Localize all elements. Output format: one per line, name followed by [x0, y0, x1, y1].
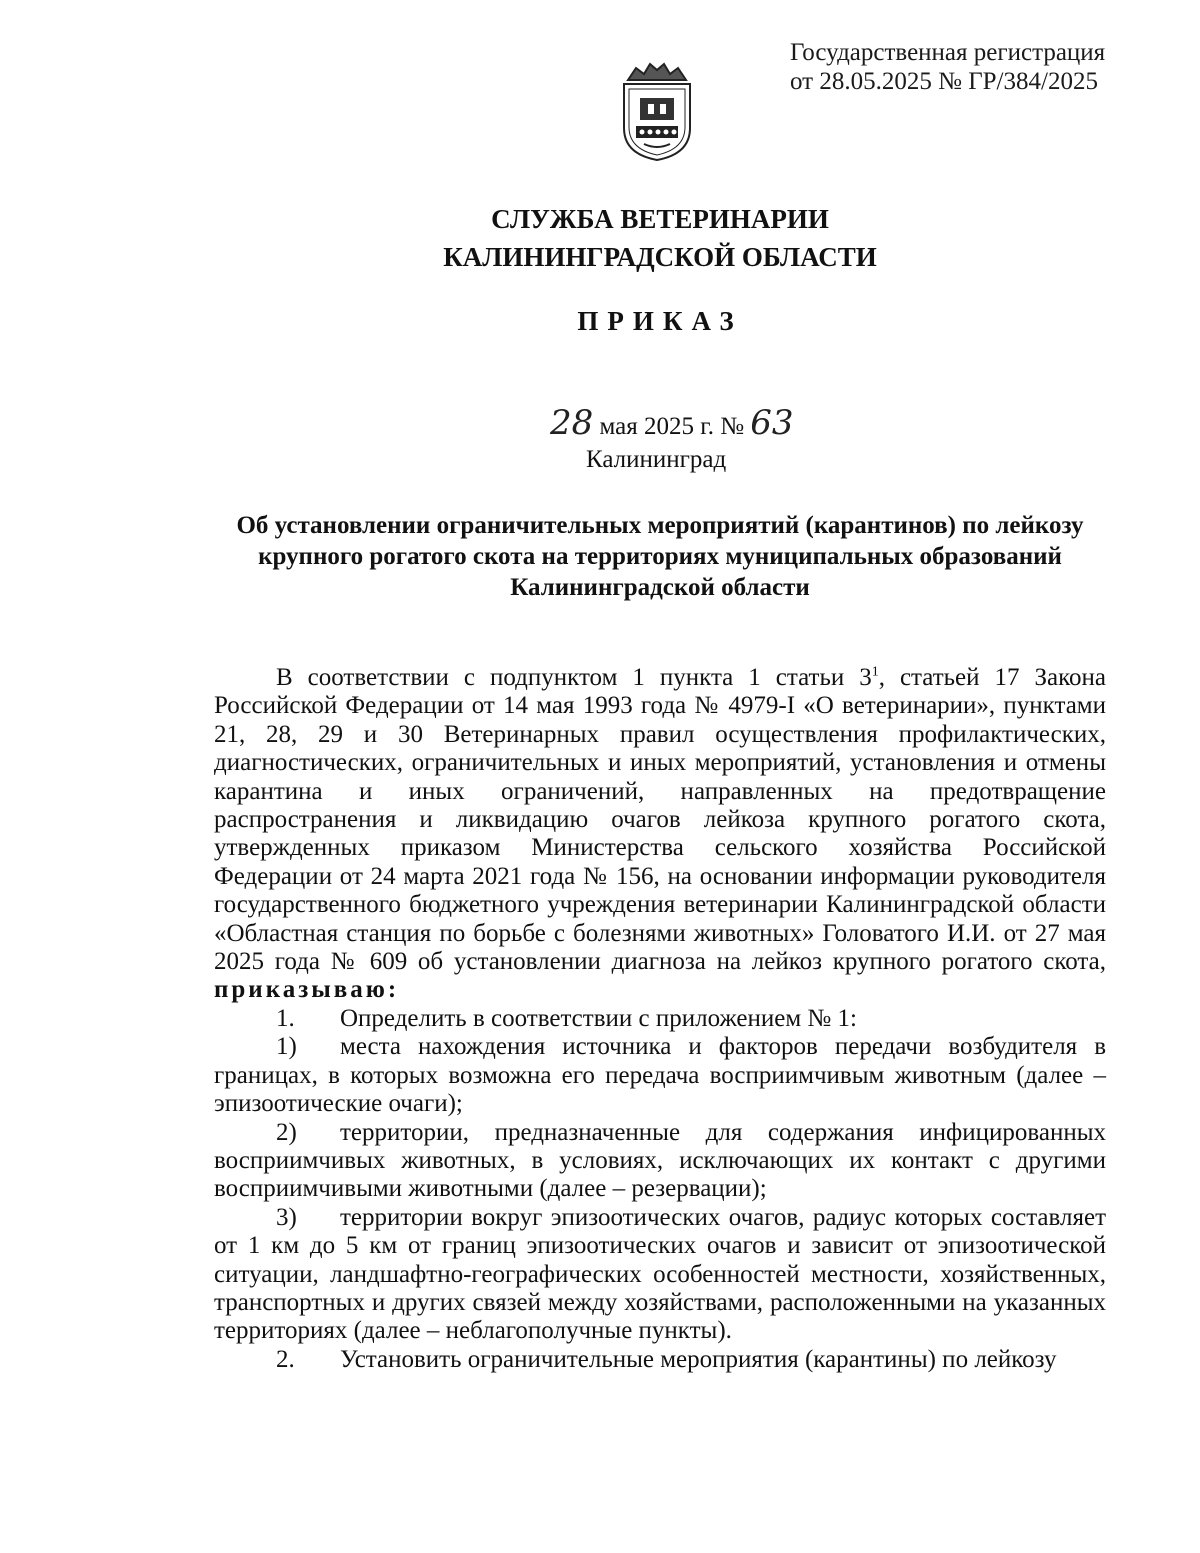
list-item-number: 1.: [276, 1004, 295, 1032]
list-item-text: территории, предназначенные для содержания инфицированных восприимчивых животных, в условиях, исключающих их контакт с другими восприимчивыми животными (далее – резервации);: [214, 1118, 1106, 1203]
handwritten-number: 63: [750, 403, 794, 443]
list-item: [214, 1005, 1106, 1033]
list-item: [214, 1119, 1106, 1204]
preamble-text-a: В соответствии с подпунктом 1 пункта 1 статьи 3: [276, 664, 872, 691]
handwritten-day: 28: [550, 403, 594, 443]
preamble-text-b: , статьей 17 Закона Российской Федерации от 14 мая 1993 года № 4979-I «О ветеринарии», пунктами 21, 28, 29 и 30 Ветеринарных правил осуществления профилактических, диагностических, ограничительных и иных мероприятий, установления и отмены карантина и иных ограничений, направленных на предотвращение распространения и ликвидацию очагов лейкоза крупного рогатого скота, утвержденных приказом Министерства сельского хозяйства Российской Федерации от 24 марта 2021 года № 156, на основании информации руководителя государственного бюджетного учреждения ветеринарии Калининградской области «Областная станция по борьбе с болезнями животных» Головатого И.И. от 27 мая 2025 года № 609 об установлении диагноза на лейкоз крупного рогатого скота,: [214, 664, 1106, 976]
list-item-number: 3): [276, 1203, 297, 1231]
organization-line-2: КАЛИНИНГРАДСКОЙ ОБЛАСТИ: [443, 242, 877, 272]
list-item: [214, 1204, 1106, 1346]
organization-line-1: СЛУЖБА ВЕТЕРИНАРИИ: [491, 204, 829, 234]
registration-line-1: Государственная регистрация: [790, 39, 1106, 66]
document-date: [550, 403, 794, 444]
list-item-number: 1): [276, 1033, 297, 1061]
list-item-text: Определить в соответствии с приложением № 1:: [340, 1004, 857, 1032]
registration-line-2: от 28.05.2025 № ГР/384/2025: [790, 68, 1098, 95]
document-body: [214, 664, 1106, 1374]
list-item: [214, 1346, 1106, 1374]
document-title: [150, 510, 1170, 603]
list-item: [214, 1033, 1106, 1118]
list-item-text: места нахождения источника и факторов передачи возбудителя в границах, в которых возможна его передача восприимчивым животным (далее – эпизоотические очаги);: [214, 1033, 1106, 1118]
preamble-superscript: 1: [871, 664, 879, 680]
preamble-paragraph: [214, 664, 1106, 1005]
city: Калининград: [586, 446, 727, 473]
list-item-number: 2.: [276, 1345, 295, 1373]
title-line-3: Калининградской области: [510, 574, 810, 601]
kaliningrad-coat-of-arms-icon: [614, 58, 700, 164]
document-type: ПРИКАЗ: [577, 306, 743, 336]
organization-name: [0, 200, 1200, 276]
order-word: приказываю:: [214, 976, 400, 1004]
list-item-text: территории вокруг эпизоотических очагов, радиус которых составляет от 1 км до 5 км от границ эпизоотических очагов и зависит от эпизоотической ситуации, ландшафтно-географических особенностей местности, хозяйственных, транспортных и других связей между хозяйствами, расположенными на указанных территориях (далее – неблагополучные пункты).: [214, 1203, 1106, 1345]
list-item-number: 2): [276, 1118, 297, 1146]
list-item-text: Установить ограничительные мероприятия (карантины) по лейкозу: [340, 1345, 1057, 1373]
month-year: мая 2025 г. №: [599, 413, 745, 440]
title-line-1: Об установлении ограничительных мероприятий (карантинов) по лейкозу: [236, 512, 1084, 539]
registration-stamp: [790, 38, 1170, 96]
title-line-2: крупного рогатого скота на территориях муниципальных образований: [258, 543, 1062, 570]
